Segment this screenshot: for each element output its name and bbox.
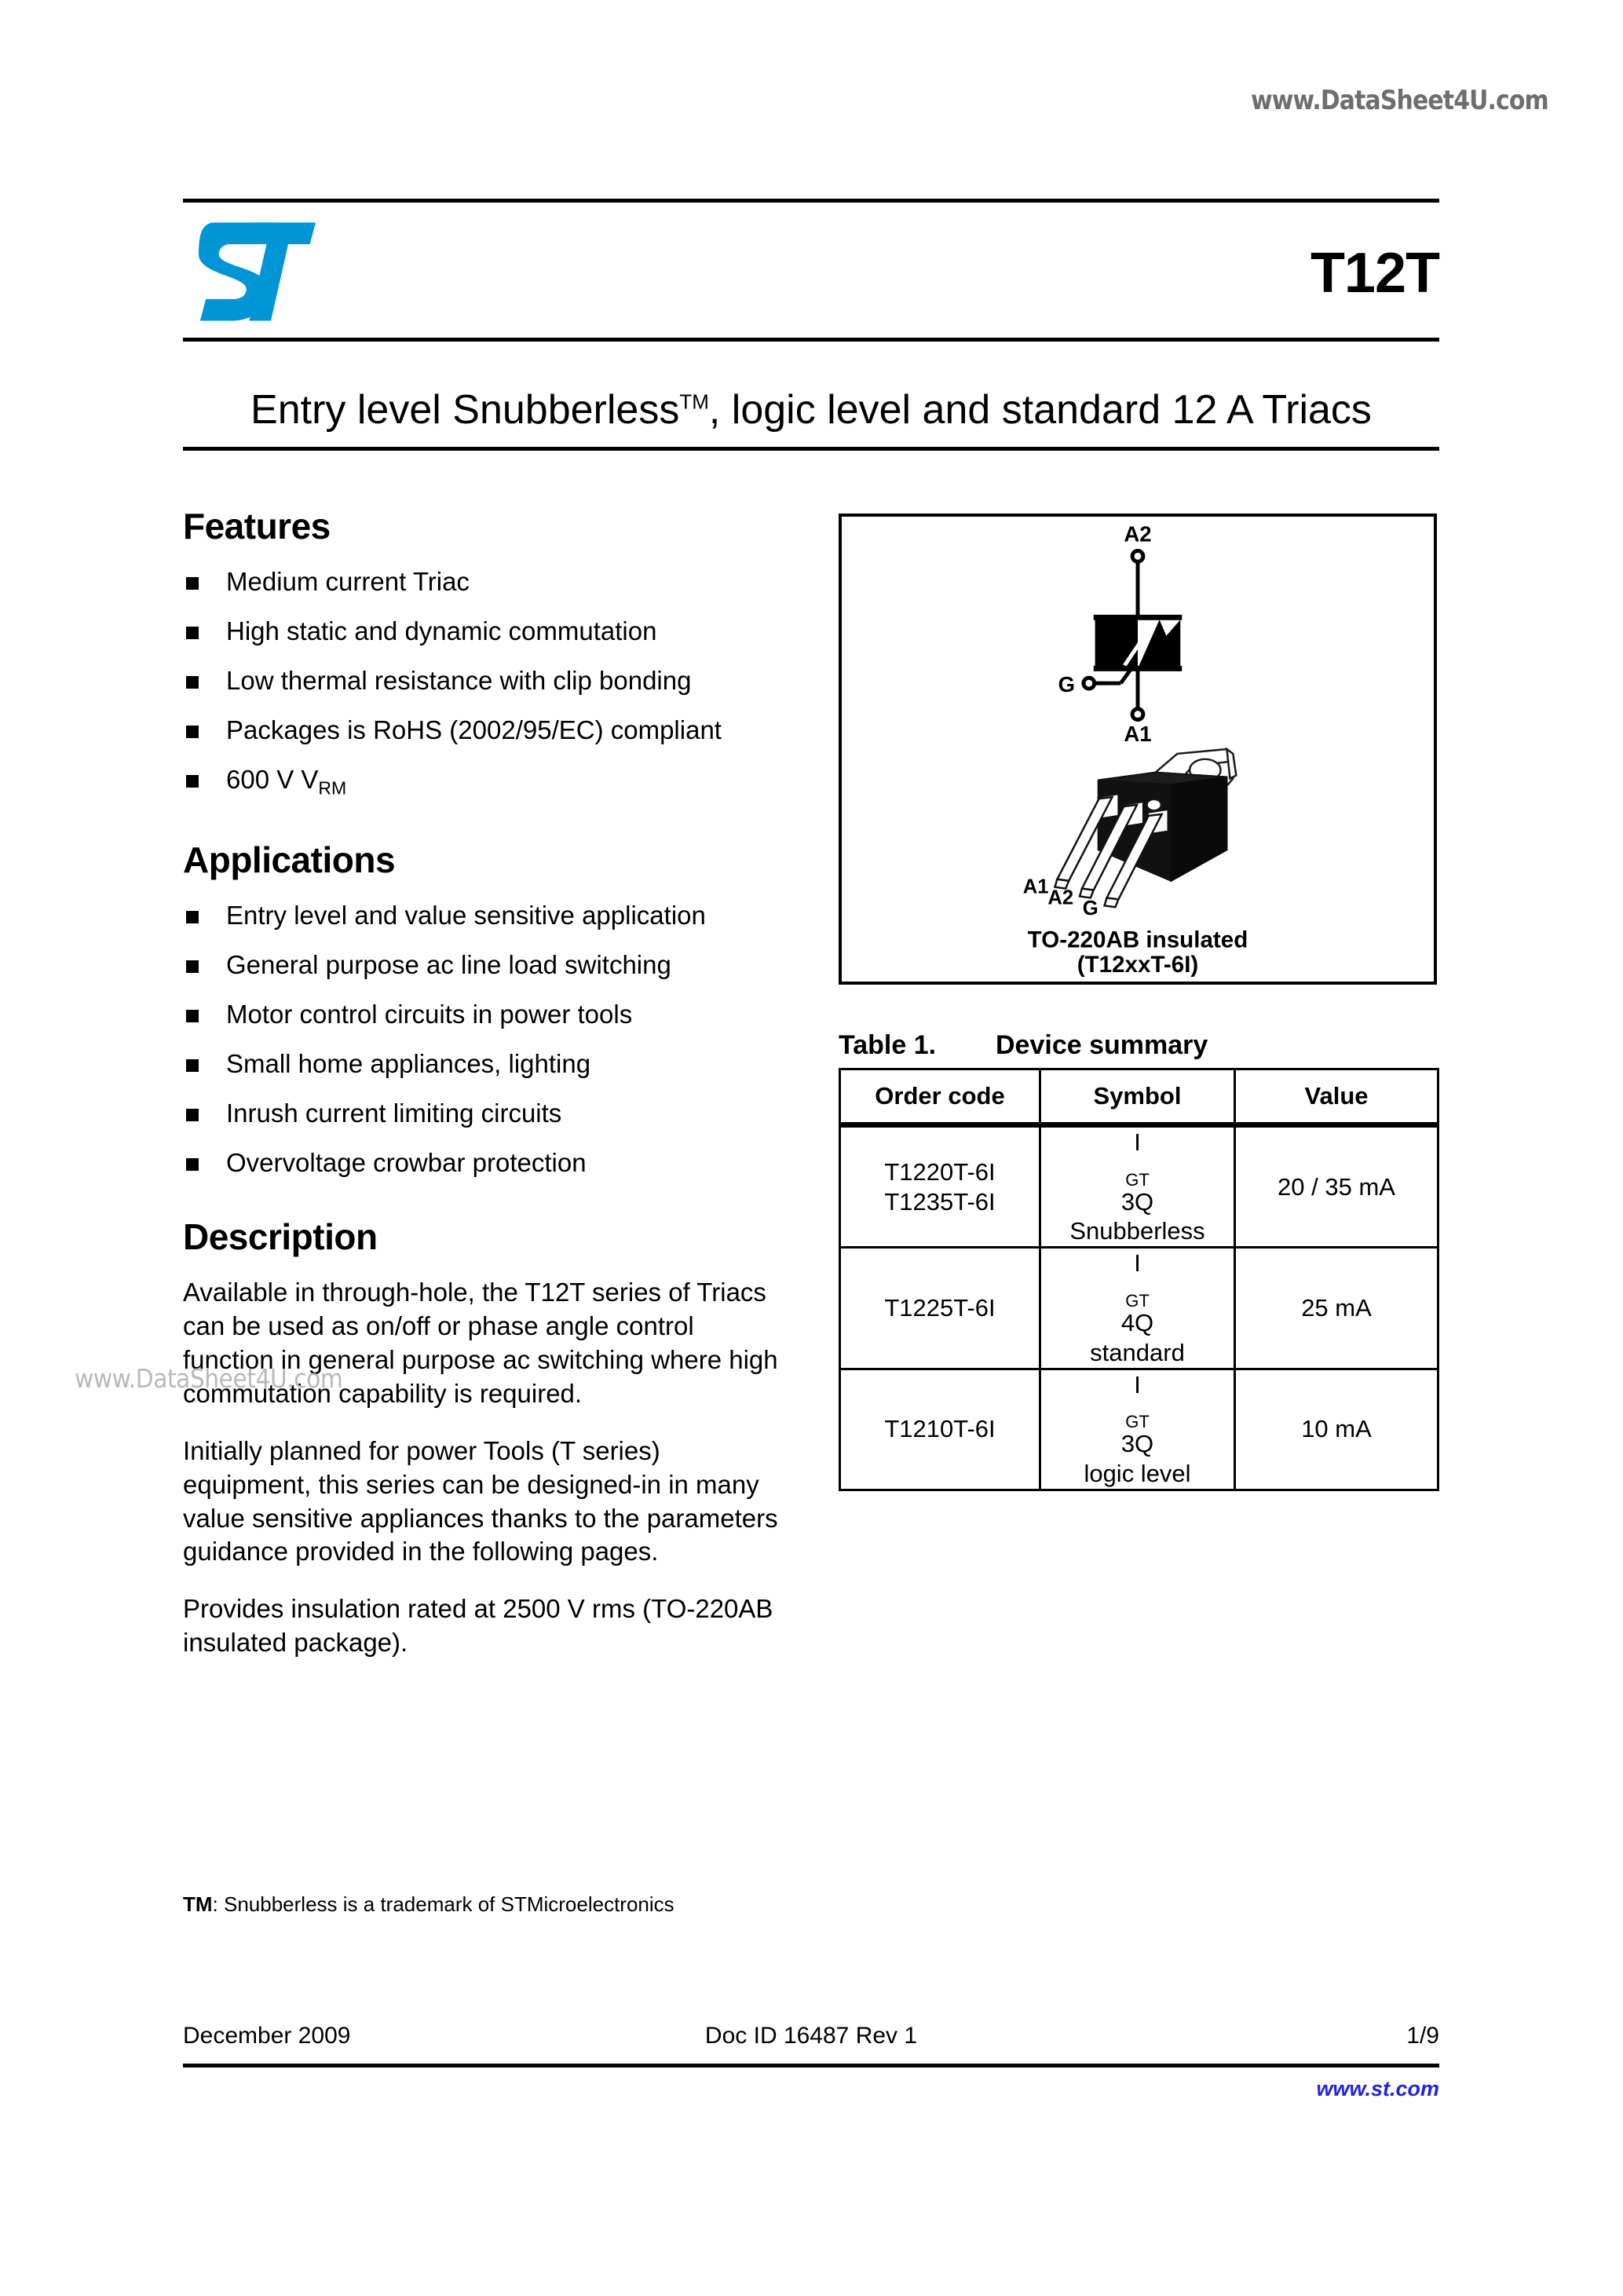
watermark-top: www.DataSheet4U.com [1251, 85, 1548, 116]
list-item: Entry level and value sensitive application [183, 901, 780, 931]
column-header-order-code: Order code [840, 1069, 1040, 1125]
symbol-subscript: GT [1125, 1291, 1150, 1311]
feature-text: High static and dynamic commutation [226, 616, 657, 646]
symbol-quadrant: 3Q [1120, 1187, 1154, 1216]
order-code-line: T1235T-6I [884, 1187, 996, 1216]
triac-symbol [1058, 522, 1183, 747]
watermark-body: www.DataSheet4U.com [75, 1363, 343, 1394]
symbol-main: I [1134, 1370, 1141, 1398]
cell-value: 10 mA [1235, 1369, 1438, 1490]
order-code-line: T1210T-6I [884, 1415, 996, 1443]
table-row [840, 1248, 1438, 1369]
description-paragraph: Available in through-hole, the T12T series of Triacs can be used as on/off or phase angle control function in general purpose ac switching where high commutation capability is required. [183, 1278, 778, 1408]
page-title-part-number: T12T [1310, 242, 1439, 305]
symbol-type: standard [1090, 1338, 1185, 1366]
to220-package-drawing [1023, 749, 1237, 919]
cell-symbol [1040, 1369, 1235, 1490]
symbol-line [1041, 1128, 1234, 1216]
symbol-line [1041, 1249, 1234, 1337]
svg-text:TO-220AB insulated: TO-220AB insulated [1027, 927, 1248, 953]
list-item: Overvoltage crowbar protection [183, 1148, 780, 1179]
table-header-row [840, 1069, 1438, 1125]
footer-rule [183, 2064, 1439, 2067]
footnote-bold: TM [183, 1892, 213, 1916]
order-code-line: T1220T-6I [884, 1157, 996, 1186]
feature-text: Low thermal resistance with clip bonding [226, 666, 692, 696]
applications-list [183, 901, 780, 1179]
list-item: Motor control circuits in power tools [183, 1000, 780, 1030]
symbol-main: I [1134, 1249, 1141, 1278]
cell-value: 25 mA [1235, 1248, 1438, 1369]
list-item [183, 765, 780, 799]
column-header-value: Value [1235, 1069, 1438, 1125]
footer-page-number: 1/9 [1406, 2023, 1439, 2049]
symbol-subscript: GT [1125, 1170, 1150, 1190]
table-caption-title: Device summary [996, 1030, 1208, 1060]
symbol-subscript: GT [1125, 1412, 1150, 1432]
trademark-footnote [183, 1892, 674, 1917]
header-rule-bottom [183, 338, 1439, 342]
st-logo [194, 214, 324, 333]
svg-text:A1: A1 [1124, 722, 1152, 747]
symbol-type: logic level [1084, 1459, 1191, 1487]
subtitle-tm: TM [679, 389, 709, 414]
footer-date: December 2009 [183, 2023, 351, 2049]
list-item: General purpose ac line load switching [183, 950, 780, 981]
svg-text:A2: A2 [1124, 521, 1152, 547]
subtitle-after: , logic level and standard 12 A Triacs [708, 387, 1372, 433]
svg-text:G: G [1082, 898, 1098, 920]
cell-symbol [1040, 1248, 1235, 1369]
cell-value: 20 / 35 mA [1235, 1125, 1438, 1248]
order-code-line: T1225T-6I [884, 1293, 996, 1322]
list-item [183, 666, 780, 696]
table-row [840, 1125, 1438, 1248]
left-column [183, 507, 780, 1660]
header-rule-top [183, 199, 1439, 203]
cell-order-code [840, 1369, 1040, 1490]
applications-heading: Applications [183, 839, 396, 880]
column-header-symbol: Symbol [1040, 1069, 1235, 1125]
list-item [183, 715, 780, 746]
table-row [840, 1369, 1438, 1490]
list-item: Inrush current limiting circuits [183, 1099, 780, 1129]
feature-text: 600 V V [226, 765, 319, 795]
device-summary-table [839, 1068, 1439, 1491]
list-item [183, 567, 780, 598]
description-heading: Description [183, 1216, 378, 1257]
subtitle-before: Entry level Snubberless [250, 387, 680, 433]
symbol-quadrant: 4Q [1120, 1308, 1154, 1336]
symbol-quadrant: 3Q [1120, 1430, 1154, 1458]
description-paragraph: Initially planned for power Tools (T series) equipment, this series can be designed-in in many value sensitive appliances thanks to the parameters guidance provided in the following pages. [183, 1435, 778, 1567]
svg-text:A2: A2 [1047, 887, 1074, 909]
cell-order-code [840, 1125, 1040, 1248]
package-diagram-box [839, 514, 1437, 985]
features-heading: Features [183, 506, 331, 547]
description-paragraph: Provides insulation rated at 2500 V rms (TO-220AB insulated package). [183, 1594, 773, 1658]
cell-order-code [840, 1248, 1040, 1369]
symbol-type: Snubberless [1069, 1217, 1205, 1245]
feature-subscript: RM [318, 777, 347, 799]
svg-text:A1: A1 [1022, 876, 1049, 898]
feature-text: Packages is RoHS (2002/95/EC) compliant [226, 715, 722, 745]
subtitle-rule [183, 447, 1439, 451]
table-caption [839, 1030, 1208, 1061]
cell-symbol [1040, 1125, 1235, 1248]
list-item [183, 616, 780, 647]
symbol-main: I [1134, 1128, 1141, 1156]
document-subtitle [183, 388, 1439, 433]
svg-text:(T12xxT-6I): (T12xxT-6I) [1077, 952, 1199, 978]
feature-text: Medium current Triac [226, 567, 470, 597]
table-caption-number: Table 1. [839, 1030, 937, 1060]
list-item: Small home appliances, lighting [183, 1049, 780, 1080]
symbol-line [1041, 1370, 1234, 1459]
st-website-link[interactable]: www.st.com [1316, 2077, 1439, 2100]
svg-text:G: G [1058, 671, 1076, 696]
features-list [183, 567, 780, 799]
footer-doc-id: Doc ID 16487 Rev 1 [704, 2023, 918, 2049]
footnote-text: : Snubberless is a trademark of STMicroelectronics [212, 1892, 674, 1916]
